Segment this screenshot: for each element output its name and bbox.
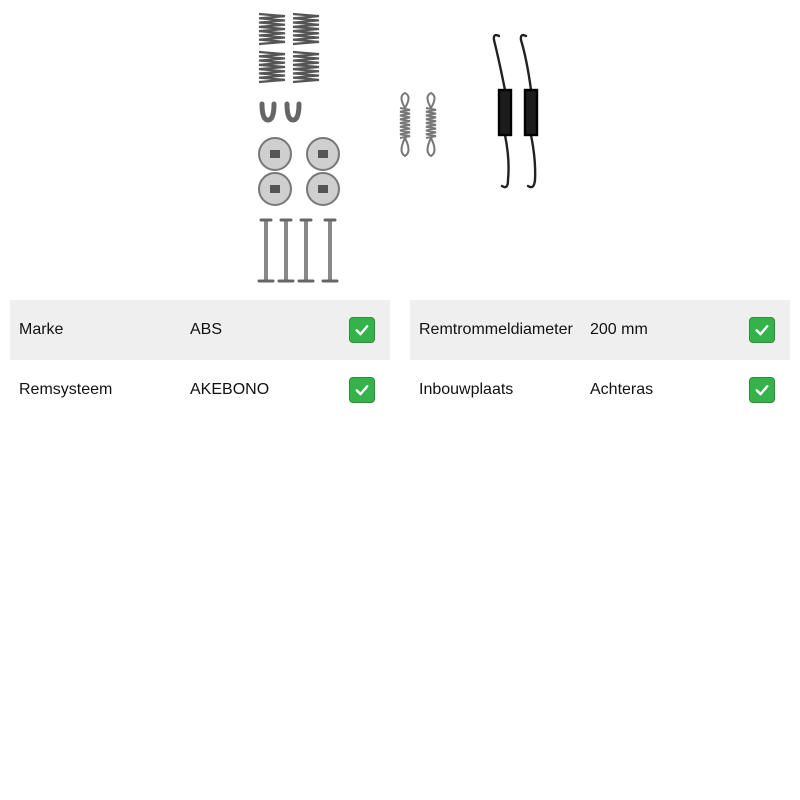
small-return-springs-icon: [400, 93, 436, 156]
spec-label: Remsysteem: [19, 381, 113, 398]
spec-value: 200 mm: [590, 321, 648, 338]
spec-row-marke: [10, 300, 390, 360]
check-icon: [349, 377, 375, 403]
spec-value: Achteras: [590, 381, 654, 398]
large-return-springs-icon: [494, 35, 537, 187]
spec-row-remsysteem: [10, 360, 390, 420]
retaining-clips-icon: [262, 104, 299, 120]
check-icon: [749, 377, 775, 403]
spring-cups-icon: [259, 138, 339, 205]
spec-label: Inbouwplaats: [419, 381, 514, 398]
hold-down-pins-icon: [259, 220, 337, 281]
spec-label: Remtrommeldiameter: [419, 321, 573, 338]
check-icon: [749, 317, 775, 343]
check-icon: [349, 317, 375, 343]
product-image: [0, 0, 800, 295]
spec-value: ABS: [190, 321, 223, 338]
spec-row-remtrommeldiameter: [410, 300, 790, 360]
spec-label: Marke: [19, 321, 64, 338]
spec-value: AKEBONO: [190, 381, 270, 398]
spec-row-inbouwplaats: [410, 360, 790, 420]
coil-springs-icon: [259, 14, 319, 82]
spec-table-right: [410, 300, 790, 420]
spec-table-left: [10, 300, 390, 420]
